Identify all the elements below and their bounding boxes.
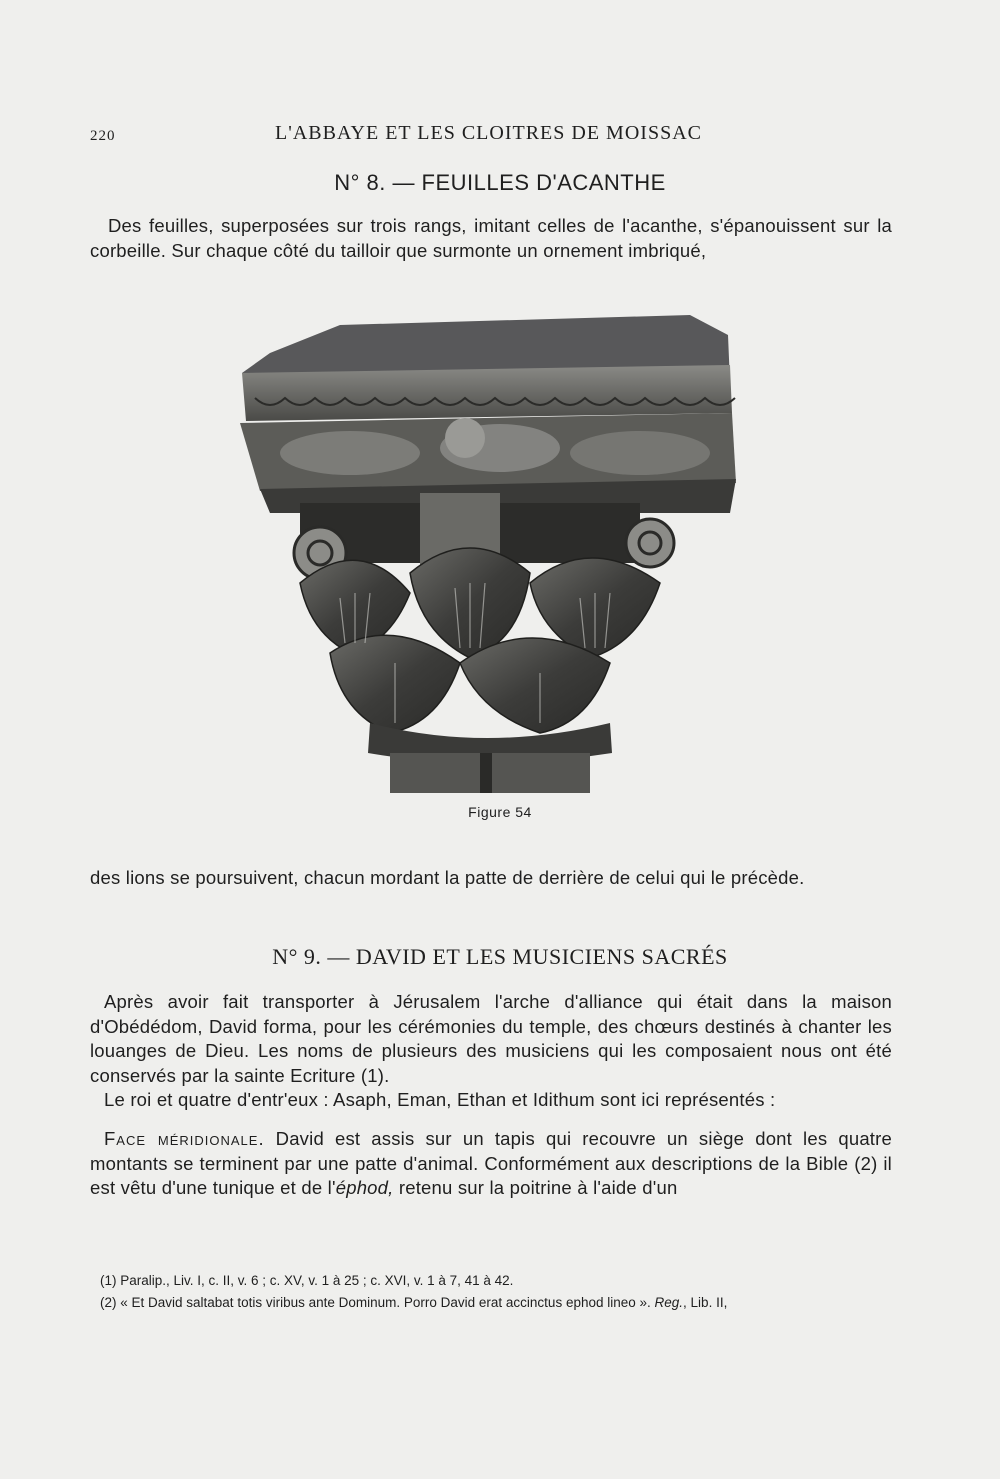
ephod-term: éphod, xyxy=(335,1177,394,1198)
section-8-paragraph-1: Des feuilles, superposées sur trois rangs, imitant celles de l'acanthe, s'épanouissent sur la corbeille. Sur chaque côté du tailloir que surmonte un ornement imbriqué, xyxy=(90,215,892,261)
footnotes xyxy=(100,1270,892,1314)
section-9-paragraph-2: Le roi et quatre d'entr'eux : Asaph, Eman, Ethan et Idithum sont ici représentés : xyxy=(104,1089,776,1110)
footnote-2 xyxy=(100,1292,892,1314)
paragraph-3-text-b: retenu sur la poitrine à l'aide d'un xyxy=(393,1177,678,1198)
footnote-2-text-a: (2) « Et David saltabat totis viribus ante Dominum. Porro David erat accinctus ephod lineo ». xyxy=(100,1295,655,1310)
running-head xyxy=(90,122,900,152)
carved-capital-image xyxy=(240,313,740,793)
page-number: 220 xyxy=(90,128,116,144)
section-8-paragraph-2: des lions se poursuivent, chacun mordant la patte de derrière de celui qui le précède. xyxy=(90,867,805,888)
paragraph-3-text-a: David est assis sur un tapis qui recouvre un siège dont les quatre montants se terminent par une patte d'animal. Conformément aux descriptions de la Bible (2) il est vêtu d'une tunique et de l' xyxy=(90,1128,892,1198)
section-9-paragraph-1: Après avoir fait transporter à Jérusalem l'arche d'alliance qui était dans la maison d'Obédédom, David forma, pour les cérémonies du temple, des chœurs destinés à chanter les louanges de Dieu. Les noms de plusieurs des musiciens qui les composaient nous ont été conservés par la sainte Ecriture (1). xyxy=(90,991,892,1086)
footnote-2-reg: Reg. xyxy=(654,1295,684,1310)
running-title: L'ABBAYE ET LES CLOITRES DE MOISSAC xyxy=(275,122,702,144)
footnote-2-text-b: , Lib. II, xyxy=(683,1295,728,1310)
section-8-heading: N° 8. — FEUILLES D'ACANTHE xyxy=(334,170,666,195)
section-9-heading: N° 9. — DAVID ET LES MUSICIENS SACRÉS xyxy=(272,944,728,969)
figure-caption: Figure 54 xyxy=(468,804,532,820)
face-meridionale-label: Face méridionale. xyxy=(104,1128,265,1149)
capital-photograph xyxy=(240,313,740,793)
section-9-paragraph-3 xyxy=(90,1127,892,1201)
footnote-1: (1) Paralip., Liv. I, c. II, v. 6 ; c. XV, v. 1 à 25 ; c. XVI, v. 1 à 7, 41 à 42. xyxy=(100,1273,514,1288)
